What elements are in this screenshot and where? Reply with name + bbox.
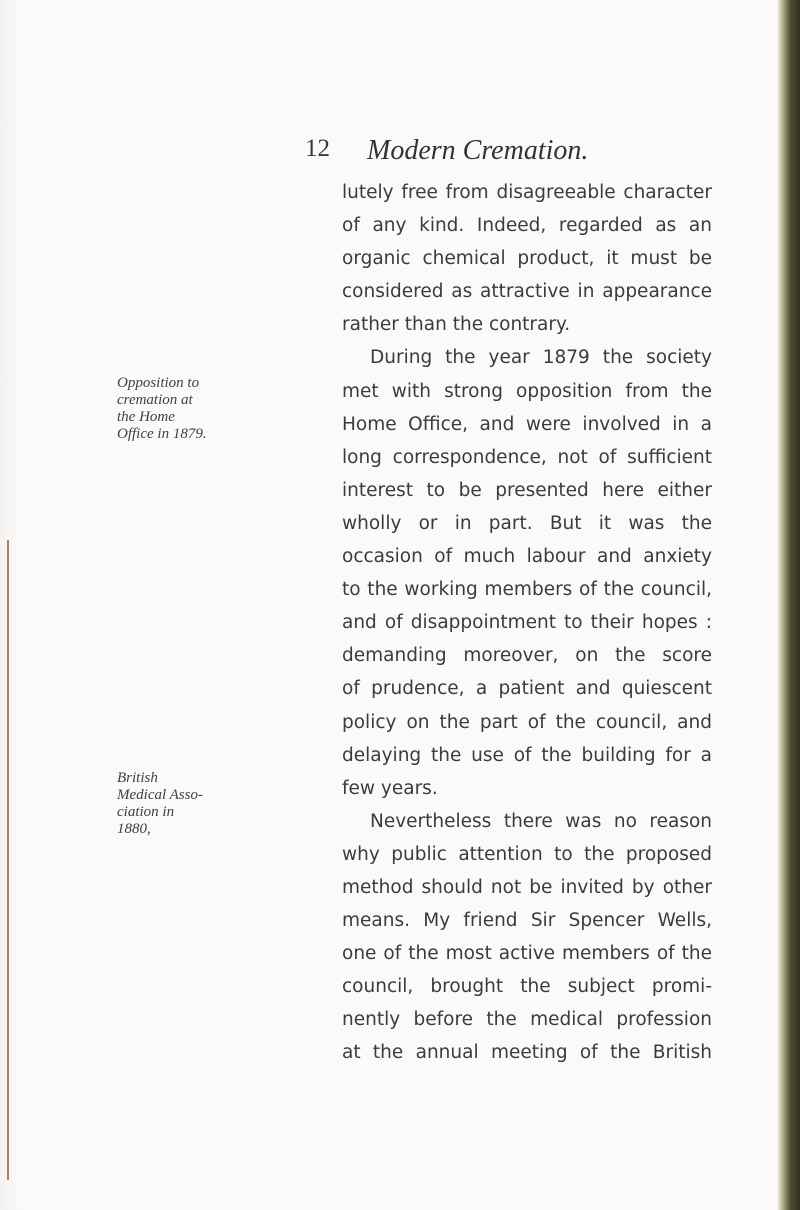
text-line: lutely free from disagreeable character — [342, 182, 712, 203]
text-line: means. My friend Sir Spencer Wells, — [342, 910, 712, 932]
text-line: policy on the part of the council, and — [342, 711, 712, 733]
margin-note-line: ciation in — [117, 804, 175, 820]
text-line: considered as attractive in appearance — [342, 281, 712, 303]
margin-note-line: cremation at — [117, 392, 193, 408]
text-line: of any kind. Indeed, regarded as an — [342, 215, 712, 237]
text-line: occasion of much labour and anxiety — [342, 546, 712, 568]
text-line: one of the most active members of the — [342, 943, 712, 965]
margin-note-line: 1880, — [117, 821, 151, 837]
text-line: long correspondence, not of sufficient — [342, 446, 712, 468]
text-line: at the annual meeting of the British — [342, 1042, 712, 1064]
margin-note-line: the Home — [117, 409, 175, 425]
margin-note-british-medical — [117, 770, 267, 838]
text-line: Home Office, and were involved in a — [342, 413, 712, 435]
page-header — [305, 135, 705, 175]
text-line: demanding moreover, on the score — [342, 645, 712, 667]
text-line: rather than the contrary. — [342, 314, 571, 336]
text-line: nently before the medical profession — [342, 1009, 712, 1031]
text-line: wholly or in part. But it was the — [342, 512, 712, 534]
text-line: met with strong opposition from the — [342, 380, 712, 402]
binding-thread — [7, 540, 9, 1180]
text-line: interest to be presented here either — [342, 479, 712, 501]
text-line: why public attention to the proposed — [342, 843, 712, 865]
text-line: delaying the use of the building for a — [342, 744, 712, 766]
page-number: 12 — [305, 135, 330, 162]
margin-note-line: Medical Asso- — [117, 787, 203, 803]
text-line: Nevertheless there was no reason — [370, 810, 712, 832]
margin-note-line: British — [117, 770, 158, 786]
running-title: Modern Cremation. — [367, 135, 589, 166]
text-line: to the working members of the council, — [342, 579, 712, 601]
body-text — [342, 176, 712, 1070]
text-line: and of disappointment to their hopes : — [342, 612, 712, 634]
text-line: council, brought the subject promi- — [342, 976, 712, 998]
text-line: During the year 1879 the society — [370, 347, 712, 369]
page-gutter — [0, 0, 22, 1210]
text-line: few years. — [342, 777, 438, 799]
text-line: method should not be invited by other — [342, 876, 712, 898]
margin-note-line: Office in 1879. — [117, 426, 207, 442]
page-edge — [778, 0, 800, 1210]
margin-note-line: Opposition to — [117, 375, 200, 391]
margin-note-opposition — [117, 375, 267, 443]
text-line: of prudence, a patient and quiescent — [342, 678, 712, 700]
text-line: organic chemical product, it must be — [342, 248, 712, 270]
